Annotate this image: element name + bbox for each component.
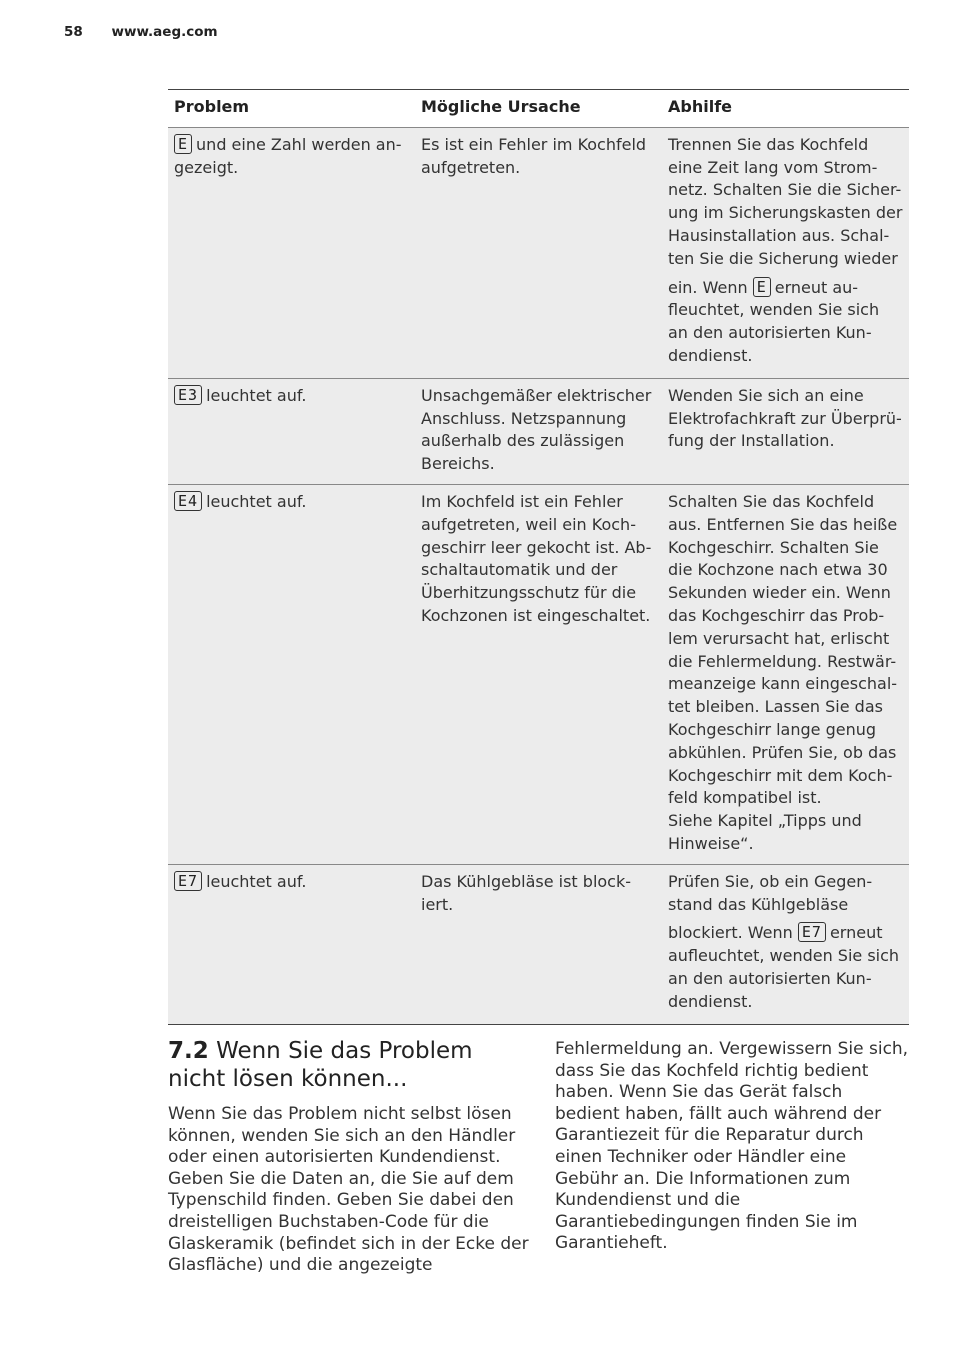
problem-text: leuchtet auf. [206,491,307,511]
header-cause: Mögliche Ursache [415,90,662,128]
cause-cell: Es ist ein Fehler im Kochfeld aufgetreten. [415,127,662,378]
remedy-text: Trennen Sie das Kochfeld eine Zeit lang vom Strom-netz. Schalten Sie die Sicher-ung im Sicherungskasten der Hausinstallation aus. Schal-ten Sie die Sicherung wieder [668,134,903,268]
cause-cell: Im Kochfeld ist ein Fehler aufgetreten, weil ein Koch-geschirr leer gekocht ist. Ab-schaltautomatik und der Überhitzungsschutz für die Kochzonen ist eingeschaltet. [415,484,662,864]
body-text-left-column: Wenn Sie das Problem nicht selbst lösen können, wenden Sie sich an den Händler oder einen autorisierten Kundendienst. Geben Sie die Daten an, die Sie auf dem Typenschild finden. Geben Sie dabei den dreistelligen Buchstaben-Code für die Glaskeramik (befindet sich in der Ecke der Glasfläche) und die angezeigte [168,1104,529,1276]
error-code-display-icon: E [174,134,192,154]
remedy-cell [662,864,909,1024]
cause-cell: Unsachgemäßer elektrischer Anschluss. Netzspannung außerhalb des zulässigen Bereichs. [415,378,662,484]
section-number: 7.2 [168,1038,209,1064]
body-text-right-column: Fehlermeldung an. Vergewissern Sie sich, dass Sie das Kochfeld richtig bedient haben. Wenn Sie das Gerät falsch bedient haben, fällt auch während der Garantiezeit für die Reparatur durch einen Techniker oder Händler eine Gebühr an. Die Informationen zum Kundendienst und die Garantiebedingungen finden Sie im Garantieheft. [555,1039,909,1254]
remedy-text-continued [668,922,903,1013]
remedy-cell [662,484,909,864]
problem-cell [168,484,415,864]
error-code-display-icon: E3 [174,385,202,405]
remedy-reference: Siehe Kapitel „Tipps und Hinweise“. [668,811,862,853]
header-problem: Problem [168,90,415,128]
table-row [168,484,909,864]
problem-text: leuchtet auf. [206,871,307,891]
problem-cell [168,864,415,1024]
remedy-post: erneut au-fleuchtet, wenden Sie sich an den autorisierten Kun-dendienst. [668,277,880,365]
error-code-display-icon: E [753,277,771,297]
problem-cell [168,127,415,378]
error-code-display-icon: E7 [798,922,826,942]
error-code-display-icon: E7 [174,871,202,891]
cause-cell: Das Kühlgebläse ist block-iert. [415,864,662,1024]
problem-text: leuchtet auf. [206,385,307,405]
problem-cell [168,378,415,484]
section-title: Wenn Sie das Problem nicht lösen können... [168,1038,473,1092]
table-row [168,378,909,484]
website-link[interactable]: www.aeg.com [111,24,218,40]
remedy-cell [662,127,909,378]
error-code-display-icon: E4 [174,491,202,511]
remedy-pre: ein. Wenn [668,277,748,297]
header-remedy: Abhilfe [662,90,909,128]
remedy-text-continued [668,277,903,368]
table-row [168,127,909,378]
page-header [64,24,218,40]
problem-text: und eine Zahl werden an-gezeigt. [174,134,402,177]
remedy-text: Schalten Sie das Kochfeld aus. Entfernen Sie das heiße Kochgeschirr. Schalten Sie die Kochzone nach etwa 30 Sekunden wieder ein. Wenn das Kochgeschirr das Prob-lem verursacht hat, erlischt die Fehlermeldung. Restwär-meanzeige kann eingeschal-tet bleiben. Lassen Sie das Kochgeschirr lange genug abkühlen. Prüfen Sie, ob das Kochgeschirr mit dem Koch-feld kompatibel ist. [668,491,898,808]
troubleshooting-table [168,89,909,1025]
page-number: 58 [64,24,83,40]
remedy-text: Prüfen Sie, ob ein Gegen-stand das Kühlgebläse [668,871,873,914]
remedy-cell: Wenden Sie sich an eine Elektrofachkraft zur Überprü-fung der Installation. [662,378,909,484]
table-header-row [168,90,909,128]
table-row [168,864,909,1024]
section-heading [168,1037,508,1093]
remedy-pre: blockiert. Wenn [668,923,793,943]
remedy-post: erneut aufleuchtet, wenden Sie sich an den autorisierten Kun-dendienst. [668,923,900,1011]
